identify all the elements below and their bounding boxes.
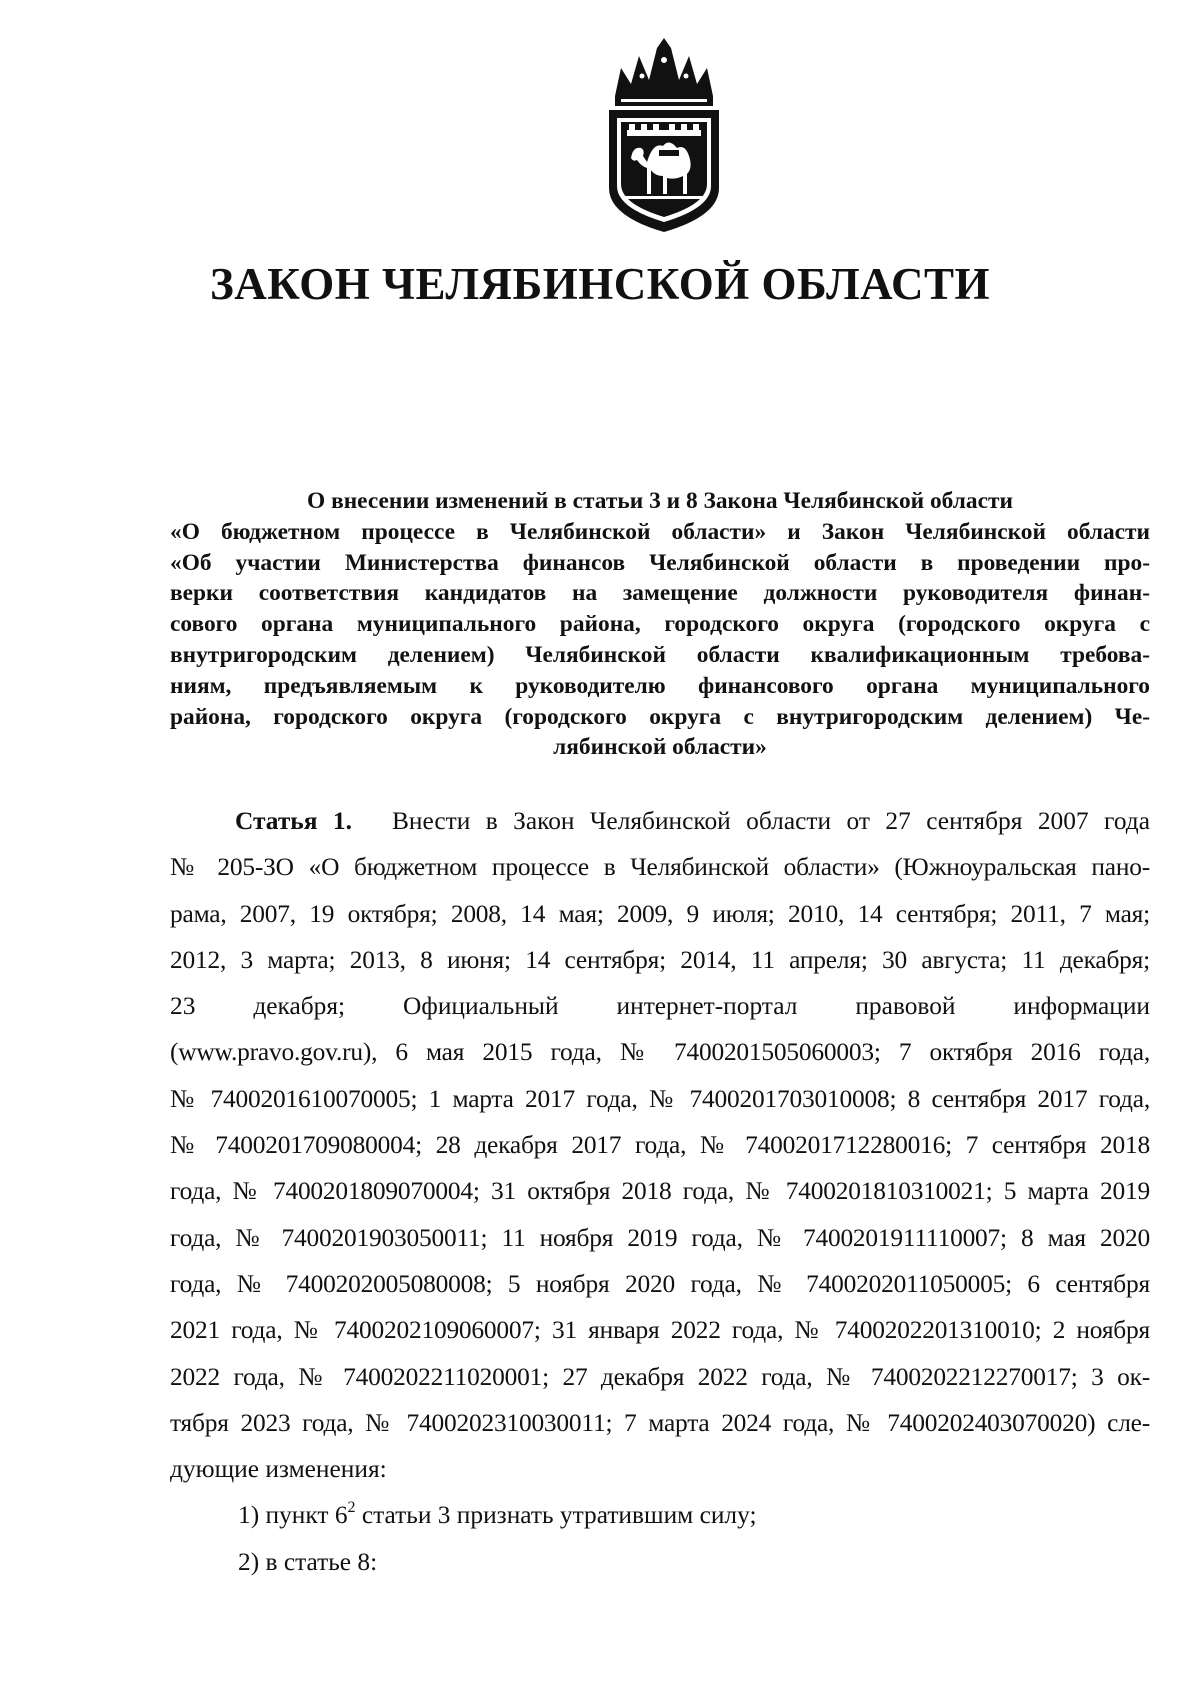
subject-line: внутригородским делением) Челябинской области квалификационным требова- <box>170 641 1150 668</box>
subject-line: О внесении изменений в статьи 3 и 8 Закона Челябинской области <box>307 488 1013 514</box>
article-1-text: Внести в Закон Челябинской области от 27 сентября 2007 года <box>391 807 1150 835</box>
body-line: 2022 года, № 7400202211020001; 27 декабря 2022 года, № 7400202212270017; 3 ок- <box>170 1362 1150 1391</box>
body-line: № 7400201709080004; 28 декабря 2017 года, № 7400201712280016; 7 сентября 2018 <box>170 1131 1150 1160</box>
body-line: (www.pravo.gov.ru), 6 мая 2015 года, № 7400201505060003; 7 октября 2016 года, <box>170 1038 1150 1067</box>
body-line: года, № 7400202005080008; 5 ноября 2020 года, № 7400202011050005; 6 сентября <box>170 1269 1150 1298</box>
law-subject-heading <box>170 486 1150 763</box>
article-1-label: Статья 1. <box>235 807 352 835</box>
list-item-1 <box>170 1492 1150 1538</box>
chelyabinsk-coat-of-arms-icon <box>597 38 731 234</box>
item-1-suffix: статьи 3 признать утратившим силу; <box>355 1501 757 1530</box>
body-line: тября 2023 года, № 7400202310030011; 7 марта 2024 года, № 7400202403070020) сле- <box>170 1408 1150 1437</box>
article-1-body <box>170 798 1150 1585</box>
body-line: дующие изменения: <box>170 1455 387 1484</box>
body-line: года, № 7400201809070004; 31 октября 2018 года, № 7400201810310021; 5 марта 2019 <box>170 1177 1150 1206</box>
body-line: 2012, 3 марта; 2013, 8 июня; 14 сентября; 2014, 11 апреля; 30 августа; 11 декабря; <box>170 945 1150 974</box>
body-line: 23 декабря; Официальный интернет-портал правовой информации <box>170 992 1150 1021</box>
subject-line: ниям, предъявляемым к руководителю финансового органа муниципального <box>170 672 1150 699</box>
subject-line: района, городского округа (городского округа с внутригородским делением) Че- <box>170 703 1150 730</box>
body-line: рама, 2007, 19 октября; 2008, 14 мая; 2009, 9 июля; 2010, 14 сентября; 2011, 7 мая; <box>170 899 1150 928</box>
subject-line: сового органа муниципального района, городского округа (городского округа с <box>170 611 1150 638</box>
body-line: 2021 года, № 7400202109060007; 31 января 2022 года, № 7400202201310010; 2 ноября <box>170 1316 1150 1345</box>
body-line: года, № 7400201903050011; 11 ноября 2019 года, № 7400201911110007; 8 мая 2020 <box>170 1223 1150 1252</box>
item-1-prefix: 1) пункт 6 <box>238 1501 348 1530</box>
subject-line: лябинской области» <box>553 734 767 761</box>
subject-line: «Об участии Министерства финансов Челябинской области в проведении про- <box>170 549 1150 576</box>
body-line: № 7400201610070005; 1 марта 2017 года, № 7400201703010008; 8 сентября 2017 года, <box>170 1084 1150 1113</box>
body-line: № 205-ЗО «О бюджетном процессе в Челябинской области» (Южноуральская пано- <box>170 853 1150 882</box>
document-title: ЗАКОН ЧЕЛЯБИНСКОЙ ОБЛАСТИ <box>210 259 990 309</box>
subject-line: верки соответствия кандидатов на замещение должности руководителя финан- <box>170 580 1150 607</box>
item-1-superscript: 2 <box>347 1498 356 1516</box>
list-item-2: 2) в статье 8: <box>238 1547 378 1576</box>
article-1-first-line <box>170 798 1150 844</box>
subject-line: «О бюджетном процессе в Челябинской области» и Закон Челябинской области <box>170 518 1150 545</box>
